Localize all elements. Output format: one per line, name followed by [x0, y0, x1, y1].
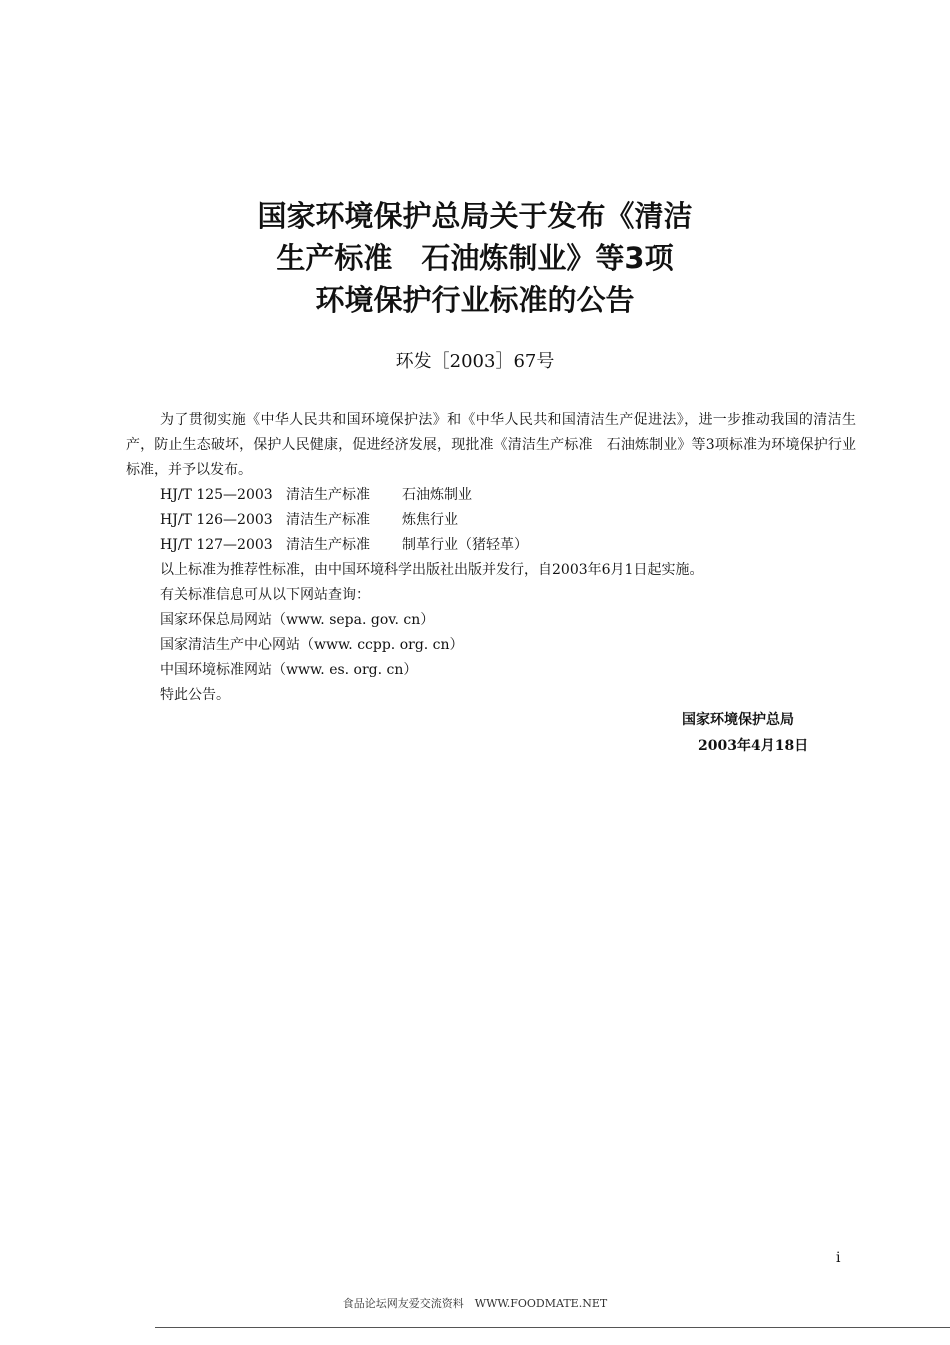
issuing-organization: 国家环境保护总局 [682, 712, 794, 728]
standard-code: HJ/T 126—2003 [160, 512, 273, 528]
footer-watermark: 食品论坛网友爱交流资料 WWW.FOODMATE.NET [342, 1297, 608, 1310]
standard-name: 石油炼制业 [402, 487, 472, 503]
standards-list [126, 483, 856, 558]
title-line-1: 国家环境保护总局关于发布《清洁 [257, 199, 693, 233]
standard-name: 炼焦行业 [402, 512, 458, 528]
website-item: 中国环境标准网站（www. es. org. cn） [160, 662, 418, 678]
info-note: 有关标准信息可从以下网站查询： [160, 587, 370, 603]
standard-name: 制革行业（猪轻革） [402, 537, 528, 553]
standard-code: HJ/T 125—2003 [160, 487, 273, 503]
standard-code: HJ/T 127—2003 [160, 537, 273, 553]
publish-note: 以上标准为推荐性标准，由中国环境科学出版社出版并发行，自2003年6月1日起实施。 [160, 562, 704, 578]
page-number: i [836, 1250, 841, 1266]
standard-category: 清洁生产标准 [286, 487, 370, 503]
title-line-2: 生产标准 石油炼制业》等3项 [276, 241, 674, 275]
announcement-body [126, 408, 856, 708]
closing-line: 特此公告。 [160, 687, 230, 703]
document-number: 环发［2003］67号 [395, 351, 555, 372]
intro-paragraph: 为了贯彻实施《中华人民共和国环境保护法》和《中华人民共和国清洁生产促进法》，进一步推动我国的清洁生产，防止生态破坏，保护人民健康，促进经济发展，现批准《清洁生产标准 石油炼制业》等3项标准为环境保护行业标准，并予以发布。 [126, 412, 856, 478]
standard-item [126, 533, 856, 558]
standard-category: 清洁生产标准 [286, 512, 370, 528]
title-line-3: 环境保护行业标准的公告 [315, 283, 635, 317]
footer-divider [155, 1327, 950, 1328]
standard-item [126, 483, 856, 508]
websites-list [126, 608, 856, 683]
signature-block [640, 707, 850, 759]
website-item: 国家环保总局网站（www. sepa. gov. cn） [160, 612, 435, 628]
standard-category: 清洁生产标准 [286, 537, 370, 553]
document-title [0, 195, 950, 321]
issue-date: 2003年4月18日 [698, 738, 809, 754]
website-item: 国家清洁生产中心网站（www. ccpp. org. cn） [160, 637, 464, 653]
standard-item [126, 508, 856, 533]
